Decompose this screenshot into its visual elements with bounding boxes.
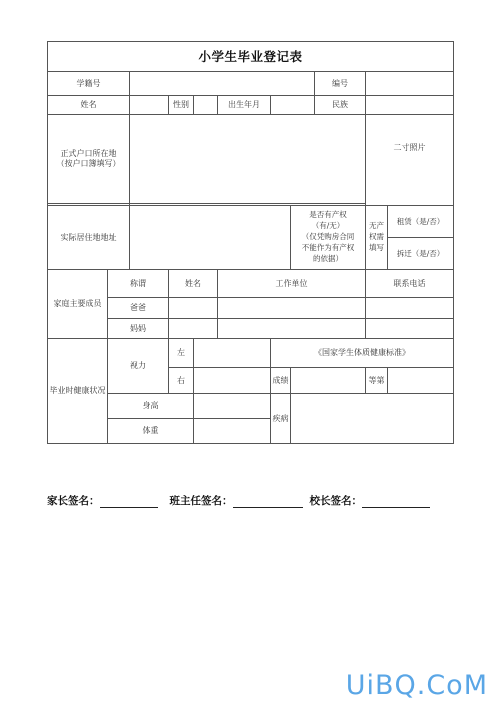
form-title: 小学生毕业登记表 <box>48 42 454 72</box>
no-property-label <box>366 206 388 270</box>
property-line-1: 是否有产权 <box>309 210 347 220</box>
residence-address-label: 实际居住地地址 <box>48 206 130 270</box>
ethnicity-label: 民族 <box>315 96 366 115</box>
height-field[interactable] <box>194 394 271 419</box>
teacher-signature-blank[interactable] <box>233 495 303 508</box>
left-eye-label: 左 <box>169 339 194 368</box>
relation-header: 称谓 <box>108 270 169 298</box>
signature-line <box>47 493 457 509</box>
disease-label: 疾病 <box>271 394 291 444</box>
member-name-header: 姓名 <box>169 270 218 298</box>
site-watermark: UiBQ.CoM <box>345 670 488 701</box>
name-label: 姓名 <box>48 96 130 115</box>
mother-phone-field[interactable] <box>366 319 454 339</box>
family-members-label: 家庭主要成员 <box>48 270 108 339</box>
weight-field[interactable] <box>194 419 271 444</box>
property-line-4: 不能作为有产权 <box>301 242 355 252</box>
serial-number-field[interactable] <box>366 72 454 96</box>
household-registration-field[interactable] <box>130 115 366 204</box>
graduation-registration-form <box>47 41 454 444</box>
phone-header: 联系电话 <box>366 270 454 298</box>
birth-date-label: 出生年月 <box>218 96 271 115</box>
parent-signature-blank[interactable] <box>100 495 158 508</box>
gender-field[interactable] <box>194 96 218 115</box>
relation-mother: 妈妈 <box>108 319 169 339</box>
father-phone-field[interactable] <box>366 298 454 319</box>
mother-workplace-field[interactable] <box>218 319 366 339</box>
no-property-line-1: 无产 <box>369 221 384 231</box>
household-label-line-2: （按户口簿填写） <box>56 159 121 168</box>
principal-signature-blank[interactable] <box>362 495 430 508</box>
photo-box[interactable] <box>366 115 454 206</box>
serial-number-label: 编号 <box>315 72 366 96</box>
height-label: 身高 <box>108 394 194 419</box>
score-label: 成绩 <box>271 368 291 394</box>
father-workplace-field[interactable] <box>218 298 366 319</box>
parent-signature-label: 家长签名： <box>47 495 100 507</box>
grade-field[interactable] <box>388 368 454 394</box>
name-field[interactable] <box>130 96 169 115</box>
score-field[interactable] <box>291 368 366 394</box>
workplace-header: 工作单位 <box>218 270 366 298</box>
property-line-5: 的依据） <box>313 253 343 263</box>
property-right-label <box>291 206 366 270</box>
residence-address-field[interactable] <box>130 206 291 270</box>
grade-label: 等第 <box>366 368 388 394</box>
student-id-field[interactable] <box>130 72 315 96</box>
left-eye-field[interactable] <box>194 339 271 368</box>
ethnicity-field[interactable] <box>366 96 454 115</box>
right-eye-field[interactable] <box>194 368 271 394</box>
rent-option[interactable]: 租赁（是/否） <box>388 206 454 238</box>
gender-label: 性别 <box>169 96 194 115</box>
teacher-signature-label: 班主任签名： <box>169 495 233 507</box>
no-property-line-2: 权需 <box>369 232 384 242</box>
birth-date-field[interactable] <box>271 96 315 115</box>
right-eye-label: 右 <box>169 368 194 394</box>
no-property-line-3: 填写 <box>369 242 384 252</box>
photo-label: 二寸照片 <box>393 143 426 152</box>
father-name-field[interactable] <box>169 298 218 319</box>
mother-name-field[interactable] <box>169 319 218 339</box>
relation-father: 爸爸 <box>108 298 169 319</box>
relocation-option[interactable]: 拆迁（是/否） <box>388 238 454 270</box>
property-line-3: （仅凭购房合同 <box>301 232 355 242</box>
household-registration-label <box>48 115 130 204</box>
principal-signature-label: 校长签名： <box>309 495 362 507</box>
property-line-2: （有/无） <box>311 221 345 231</box>
student-id-label: 学籍号 <box>48 72 130 96</box>
disease-field[interactable] <box>291 394 454 444</box>
vision-label: 视力 <box>108 339 169 394</box>
health-status-label: 毕业时健康状况 <box>48 339 108 444</box>
fitness-standard-label: 《国家学生体质健康标准》 <box>271 339 454 368</box>
weight-label: 体重 <box>108 419 194 444</box>
household-label-line-1: 正式户口所在地 <box>60 149 117 158</box>
